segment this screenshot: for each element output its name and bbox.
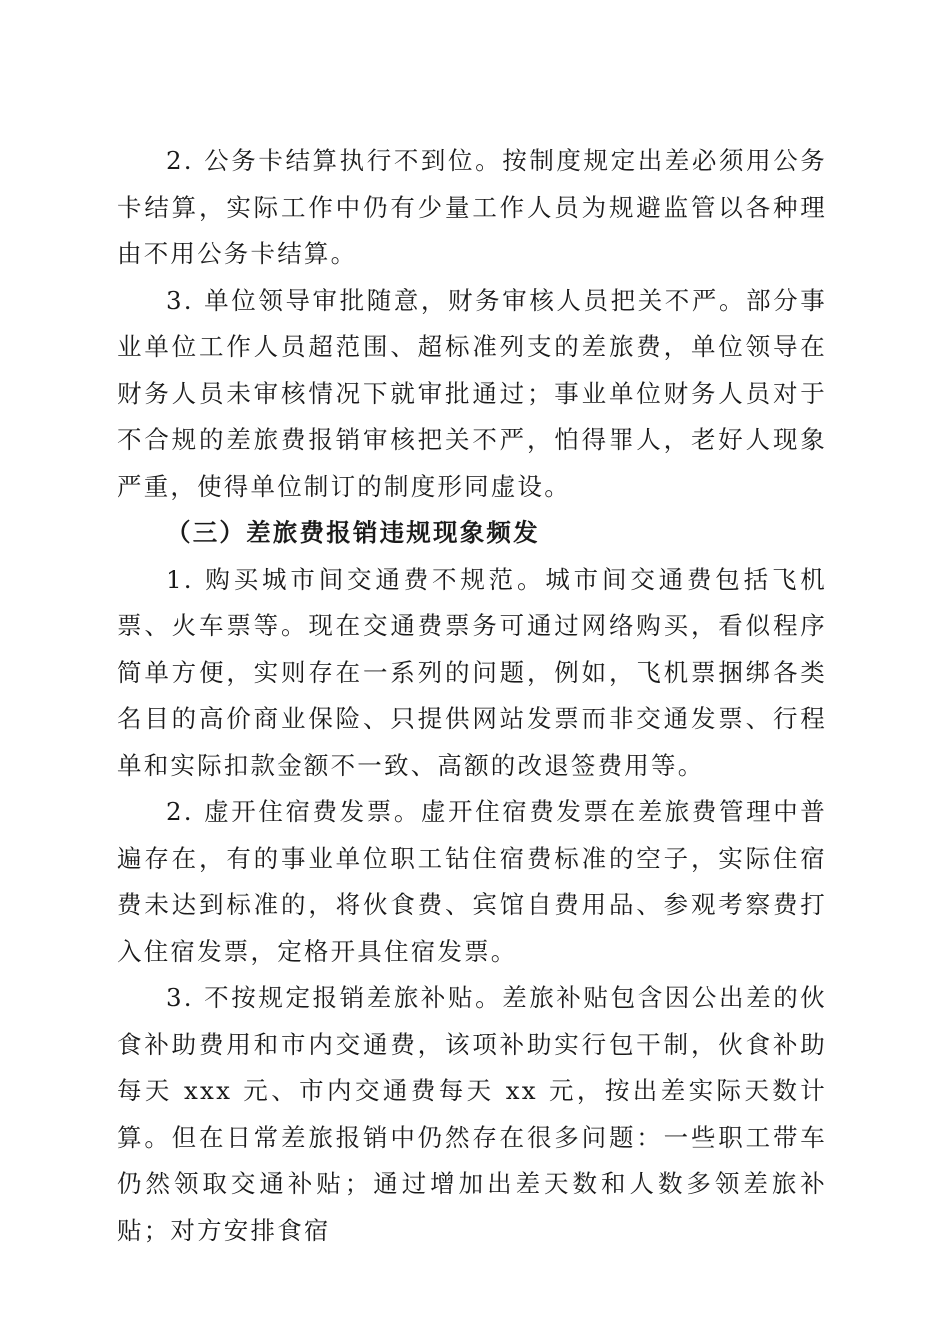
section-heading: （三）差旅费报销违规现象频发 — [166, 518, 540, 547]
paragraph-false-lodging-invoice: 2. 虚开住宿费发票。虚开住宿费发票在差旅费管理中普遍存在，有的事业单位职工钻住宿费标准的空子，实际住宿费未达到标准的，将伙食费、宾馆自费用品、参观考察费打入住宿发票，定格开具住宿发票。 — [117, 797, 827, 966]
paragraph-leader-approval: 3. 单位领导审批随意，财务审核人员把关不严。部分事业单位工作人员超范围、超标准列支的差旅费，单位领导在财务人员未审核情况下就审批通过；事业单位财务人员对于不合规的差旅费报销审核把关不严，怕得罪人，老好人现象严重，使得单位制订的制度形同虚设。 — [117, 285, 827, 501]
paragraph-intercity-transport: 1. 购买城市间交通费不规范。城市间交通费包括飞机票、火车票等。现在交通费票务可通过网络购买，看似程序简单方便，实则存在一系列的问题，例如，飞机票捆绑各类名目的高价商业保险、只提供网站发票而非交通发票、行程单和实际扣款金额不一致、高额的改退签费用等。 — [117, 564, 827, 780]
document-body — [117, 138, 827, 1254]
paragraph-travel-subsidy: 3. 不按规定报销差旅补贴。差旅补贴包含因公出差的伙食补助费用和市内交通费，该项补助实行包干制，伙食补助每天 xxx 元、市内交通费每天 xx 元，按出差实际天数计算。但在日常差旅报销中仍然存在很多问题：一些职工带车仍然领取交通补贴；通过增加出差天数和人数多领差旅补贴；对方安排食宿 — [117, 983, 827, 1245]
paragraph-official-card-settlement: 2. 公务卡结算执行不到位。按制度规定出差必须用公务卡结算，实际工作中仍有少量工作人员为规避监管以各种理由不用公务卡结算。 — [117, 146, 827, 268]
